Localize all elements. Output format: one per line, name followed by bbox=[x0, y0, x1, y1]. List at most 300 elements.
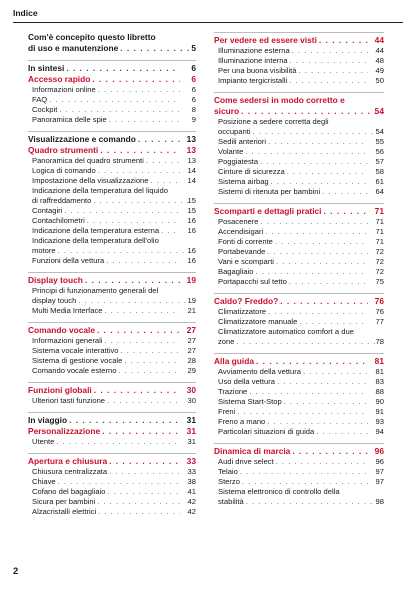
toc-entry[interactable] bbox=[214, 457, 384, 467]
toc-entry-label: Freni bbox=[218, 407, 236, 416]
leader-dots bbox=[106, 256, 180, 266]
toc-entry[interactable] bbox=[214, 443, 384, 457]
leader-dots bbox=[290, 56, 368, 66]
leader-dots bbox=[105, 336, 181, 346]
toc-entry-label-line1: Sistema elettronico di controllo della bbox=[218, 487, 340, 496]
page-header bbox=[13, 0, 403, 23]
leader-dots bbox=[255, 267, 368, 277]
toc-entry[interactable] bbox=[28, 256, 196, 266]
toc-entry-page: 90 bbox=[375, 397, 384, 406]
toc-entry[interactable] bbox=[28, 426, 196, 437]
toc-entry[interactable] bbox=[214, 203, 384, 217]
toc-entry-page: 16 bbox=[187, 256, 196, 265]
leader-dots bbox=[104, 306, 180, 316]
toc-entry-page: 48 bbox=[375, 56, 384, 65]
toc-entry-label: Display touch bbox=[28, 275, 83, 285]
toc-entry-label: Scomparti e dettagli pratici bbox=[214, 206, 322, 216]
toc-entry-label: Contagiri bbox=[32, 206, 63, 215]
leader-dots bbox=[58, 246, 194, 256]
toc-entry[interactable] bbox=[214, 353, 384, 367]
leader-dots bbox=[109, 456, 180, 467]
leader-dots bbox=[292, 46, 368, 56]
toc-entry[interactable] bbox=[214, 237, 384, 247]
leader-dots bbox=[287, 167, 368, 177]
toc-entry-page: 33 bbox=[187, 467, 196, 476]
toc-entry-label-line1: Com'è concepito questo libretto bbox=[28, 32, 156, 42]
leader-dots bbox=[289, 277, 368, 287]
toc-entry-label: Fonti di corrente bbox=[218, 237, 273, 246]
leader-dots bbox=[78, 296, 194, 306]
toc-entry-label: Chiave bbox=[32, 477, 56, 486]
toc-entry-label: Funzioni della vettura bbox=[32, 256, 105, 265]
toc-entry-label: Avviamento della vettura bbox=[218, 367, 302, 376]
leader-dots bbox=[322, 187, 368, 197]
leader-dots bbox=[268, 307, 368, 317]
toc-entry-page: 19 bbox=[186, 275, 196, 285]
page-header-title: Indice bbox=[13, 8, 38, 18]
leader-dots bbox=[161, 226, 180, 236]
toc-column-left bbox=[28, 32, 196, 517]
leader-dots bbox=[242, 477, 368, 487]
leader-dots bbox=[236, 337, 382, 347]
toc-entry-page: 28 bbox=[187, 356, 196, 365]
toc-entry-page: 49 bbox=[375, 66, 384, 75]
toc-entry-page: 21 bbox=[187, 306, 196, 315]
toc-entry-label: Informazioni generali bbox=[32, 336, 103, 345]
leader-dots bbox=[124, 356, 180, 366]
toc-entry-label: FAQ bbox=[32, 95, 48, 104]
leader-dots bbox=[303, 367, 368, 377]
toc-entry-label: Accendisigari bbox=[218, 227, 264, 236]
toc-entry-page: 44 bbox=[375, 46, 384, 55]
toc-entry[interactable] bbox=[214, 117, 384, 137]
toc-entry-page: 6 bbox=[191, 85, 196, 94]
toc-entry[interactable] bbox=[28, 437, 196, 447]
toc-entry-page: 8 bbox=[191, 105, 196, 114]
toc-entry[interactable] bbox=[214, 66, 384, 76]
toc-entry-page: 42 bbox=[187, 507, 196, 516]
leader-dots bbox=[275, 237, 368, 247]
toc-entry[interactable] bbox=[214, 76, 384, 86]
toc-entry[interactable] bbox=[28, 336, 196, 346]
toc-entry-page: 91 bbox=[375, 407, 384, 416]
toc-entry-label: Sterzo bbox=[218, 477, 240, 486]
toc-column-right bbox=[214, 32, 384, 507]
toc-entry-label: Climatizzatore bbox=[218, 307, 267, 316]
toc-entry-page: 76 bbox=[374, 296, 384, 306]
toc-entry[interactable] bbox=[28, 366, 196, 376]
toc-entry-label: Caldo? Freddo? bbox=[214, 296, 279, 306]
toc-entry-label-line1: Come sedersi in modo corretto e bbox=[214, 95, 345, 105]
leader-dots bbox=[267, 247, 368, 257]
toc-entry-label: Portabevande bbox=[218, 247, 266, 256]
toc-entry[interactable] bbox=[28, 226, 196, 236]
toc-entry[interactable] bbox=[28, 477, 196, 487]
toc-entry-page: 94 bbox=[375, 427, 384, 436]
page-number: 2 bbox=[13, 566, 19, 577]
toc-entry[interactable] bbox=[28, 186, 196, 206]
toc-entry-page: 33 bbox=[186, 456, 196, 466]
toc-entry[interactable] bbox=[214, 46, 384, 56]
toc-entry[interactable] bbox=[214, 387, 384, 397]
toc-entry-label-line1: Climatizzatore automatico comfort a due bbox=[218, 327, 354, 336]
leader-dots bbox=[98, 166, 180, 176]
toc-entry-page: 9 bbox=[191, 115, 196, 124]
toc-entry[interactable] bbox=[214, 477, 384, 487]
leader-dots bbox=[85, 275, 180, 286]
leader-dots bbox=[87, 216, 180, 226]
toc-entry-label: Panoramica del quadro strumenti bbox=[32, 156, 144, 165]
leader-dots bbox=[56, 437, 180, 447]
leader-dots bbox=[249, 387, 368, 397]
toc-entry-label-line2: di raffreddamento bbox=[32, 196, 92, 205]
toc-entry-label: Comando vocale esterno bbox=[32, 366, 117, 375]
toc-entry[interactable] bbox=[28, 145, 196, 156]
toc-entry-label: Cofano del bagagliaio bbox=[32, 487, 106, 496]
toc-entry[interactable] bbox=[28, 236, 196, 256]
toc-entry-label: Vani e scomparti bbox=[218, 257, 274, 266]
leader-dots bbox=[98, 507, 180, 517]
toc-entry-page: 98 bbox=[375, 497, 384, 506]
toc-entry-page: 93 bbox=[375, 417, 384, 426]
toc-entry-page: 42 bbox=[187, 497, 196, 506]
toc-entry-page: 83 bbox=[375, 377, 384, 386]
toc-entry-page: 71 bbox=[375, 217, 384, 226]
leader-dots bbox=[245, 147, 368, 157]
leader-dots bbox=[316, 427, 368, 437]
toc-entry-label-line2: stabilità bbox=[218, 497, 244, 506]
toc-entry[interactable] bbox=[28, 176, 196, 186]
toc-entry-page: 78 bbox=[375, 337, 384, 346]
toc-entry-page: 64 bbox=[375, 187, 384, 196]
toc-entry[interactable] bbox=[28, 131, 196, 145]
toc-entry[interactable] bbox=[214, 327, 384, 347]
toc-entry[interactable] bbox=[214, 307, 384, 317]
toc-entry-page: 30 bbox=[186, 385, 196, 395]
leader-dots bbox=[240, 467, 368, 477]
toc-entry-page: 71 bbox=[375, 227, 384, 236]
toc-entry-label: Utente bbox=[32, 437, 55, 446]
toc-entry-page: 6 bbox=[191, 74, 196, 84]
toc-entry[interactable] bbox=[28, 507, 196, 517]
toc-entry-page: 55 bbox=[375, 137, 384, 146]
toc-entry-label: Portapacchi sul tetto bbox=[218, 277, 287, 286]
toc-entry[interactable] bbox=[28, 32, 196, 54]
toc-entry-page: 58 bbox=[375, 167, 384, 176]
toc-entry-label: Climatizzatore manuale bbox=[218, 317, 298, 326]
toc-entry-label: Particolari situazioni di guida bbox=[218, 427, 315, 436]
toc-entry[interactable] bbox=[214, 147, 384, 157]
leader-dots bbox=[261, 217, 368, 227]
toc-entry-page: 5 bbox=[191, 43, 196, 53]
toc-entry[interactable] bbox=[214, 367, 384, 377]
toc-entry-page: 97 bbox=[375, 467, 384, 476]
leader-dots bbox=[118, 366, 180, 376]
toc-entry[interactable] bbox=[214, 177, 384, 187]
leader-dots bbox=[324, 206, 368, 217]
toc-entry-page: 13 bbox=[187, 156, 196, 165]
toc-entry[interactable] bbox=[28, 487, 196, 497]
toc-entry-label: Telaio bbox=[218, 467, 238, 476]
leader-dots bbox=[93, 196, 194, 206]
toc-entry-label: Trazione bbox=[218, 387, 248, 396]
toc-entry-page: 54 bbox=[374, 106, 384, 116]
toc-entry-label: Sistema airbag bbox=[218, 177, 269, 186]
toc-entry[interactable] bbox=[28, 412, 196, 426]
toc-entry[interactable] bbox=[214, 417, 384, 427]
toc-entry-label: Multi Media Interface bbox=[32, 306, 103, 315]
toc-entry-page: 27 bbox=[186, 325, 196, 335]
toc-entry-page: 81 bbox=[375, 367, 384, 376]
toc-entry[interactable] bbox=[214, 32, 384, 46]
toc-entry-label-line2: display touch bbox=[32, 296, 77, 305]
toc-entry[interactable] bbox=[28, 85, 196, 95]
toc-entry-label-line2: motore bbox=[32, 246, 56, 255]
toc-entry-page: 29 bbox=[187, 366, 196, 375]
toc-entry-page: 30 bbox=[187, 396, 196, 405]
leader-dots bbox=[280, 296, 368, 307]
leader-dots bbox=[299, 66, 368, 76]
leader-dots bbox=[151, 176, 180, 186]
toc-entry-label: Sedili anteriori bbox=[218, 137, 267, 146]
leader-dots bbox=[121, 346, 180, 356]
leader-dots bbox=[94, 385, 180, 396]
toc-entry[interactable] bbox=[28, 60, 196, 74]
toc-entry[interactable] bbox=[214, 277, 384, 287]
toc-entry-page: 71 bbox=[374, 206, 384, 216]
toc-entry-label: Illuminazione interna bbox=[218, 56, 288, 65]
leader-dots bbox=[292, 446, 368, 457]
toc-entry[interactable] bbox=[214, 397, 384, 407]
leader-dots bbox=[284, 397, 368, 407]
toc-entry[interactable] bbox=[28, 166, 196, 176]
toc-entry-label: Panoramica delle spie bbox=[32, 115, 107, 124]
toc-entry[interactable] bbox=[28, 467, 196, 477]
toc-entry-label-line1: Indicazione della temperatura del liquido bbox=[32, 186, 168, 195]
toc-entry[interactable] bbox=[28, 156, 196, 166]
leader-dots bbox=[277, 377, 368, 387]
toc-entry-label: Chiusura centralizzata bbox=[32, 467, 108, 476]
toc-entry-page: 27 bbox=[187, 336, 196, 345]
leader-dots bbox=[256, 356, 368, 367]
toc-entry-page: 75 bbox=[375, 277, 384, 286]
toc-entry-label: Uso della vettura bbox=[218, 377, 275, 386]
toc-entry-page: 14 bbox=[187, 176, 196, 185]
toc-entry-label: Accesso rapido bbox=[28, 74, 91, 84]
toc-entry-page: 72 bbox=[375, 247, 384, 256]
toc-entry[interactable] bbox=[214, 407, 384, 417]
toc-entry-label: Alla guida bbox=[214, 356, 255, 366]
toc-entry[interactable] bbox=[214, 227, 384, 237]
toc-entry-page: 13 bbox=[186, 134, 196, 144]
toc-entry-label: Visualizzazione e comando bbox=[28, 134, 136, 144]
toc-entry-label: Illuminazione esterna bbox=[218, 46, 290, 55]
toc-entry-label: Sistema Start-Stop bbox=[218, 397, 282, 406]
toc-entry-page: 57 bbox=[375, 157, 384, 166]
toc-entry-page: 50 bbox=[375, 76, 384, 85]
toc-entry[interactable] bbox=[214, 247, 384, 257]
leader-dots bbox=[97, 325, 180, 336]
toc-entry[interactable] bbox=[214, 487, 384, 507]
toc-entry-page: 38 bbox=[187, 477, 196, 486]
leader-dots bbox=[276, 457, 368, 467]
toc-entry[interactable] bbox=[214, 377, 384, 387]
leader-dots bbox=[49, 95, 180, 105]
toc-entry[interactable] bbox=[214, 427, 384, 437]
toc-entry-label: Quadro strumenti bbox=[28, 145, 99, 155]
toc-entry[interactable] bbox=[214, 56, 384, 66]
toc-entry-label: Contachilometri bbox=[32, 216, 85, 225]
toc-entry-label: Logica di comando bbox=[32, 166, 96, 175]
toc-entry[interactable] bbox=[214, 257, 384, 267]
toc-entry-label: Per una buona visibilità bbox=[218, 66, 297, 75]
toc-entry-page: 6 bbox=[191, 95, 196, 104]
toc-entry-page: 56 bbox=[375, 147, 384, 156]
toc-entry-label-line1: Posizione a sedere corretta degli bbox=[218, 117, 329, 126]
leader-dots bbox=[100, 145, 180, 156]
toc-entry-page: 31 bbox=[186, 415, 196, 425]
toc-entry-label: Audi drive select bbox=[218, 457, 274, 466]
toc-entry[interactable] bbox=[28, 322, 196, 336]
leader-dots bbox=[241, 106, 382, 117]
toc-entry-page: 15 bbox=[187, 206, 196, 215]
toc-entry-page: 31 bbox=[187, 437, 196, 446]
toc-entry[interactable] bbox=[28, 115, 196, 125]
toc-entry-label: Informazioni online bbox=[32, 85, 96, 94]
toc-entry-label: Dinamica di marcia bbox=[214, 446, 291, 456]
toc-entry[interactable] bbox=[28, 286, 196, 306]
toc-entry-label: Cockpit bbox=[32, 105, 58, 114]
toc-entry[interactable] bbox=[28, 382, 196, 396]
toc-entry[interactable] bbox=[214, 317, 384, 327]
leader-dots bbox=[268, 137, 368, 147]
toc-entry-page: 15 bbox=[187, 196, 196, 205]
toc-entry-label: Sicura per bambini bbox=[32, 497, 96, 506]
toc-entry-label: Funzioni globali bbox=[28, 385, 92, 395]
toc-entry-label: Sistemi di ritenuta per bambini bbox=[218, 187, 321, 196]
leader-dots bbox=[66, 63, 180, 74]
toc-entry[interactable] bbox=[28, 216, 196, 226]
toc-entry-label: Per vedere ed essere visti bbox=[214, 35, 317, 45]
toc-entry[interactable] bbox=[28, 356, 196, 366]
toc-entry[interactable] bbox=[28, 396, 196, 406]
toc-entry-page: 31 bbox=[186, 426, 196, 436]
leader-dots bbox=[299, 317, 368, 327]
leader-dots bbox=[59, 105, 180, 115]
toc-entry-page: 27 bbox=[187, 346, 196, 355]
leader-dots bbox=[107, 487, 180, 497]
toc-entry-label: Bagagliaio bbox=[218, 267, 254, 276]
toc-entry-label: Apertura e chiusura bbox=[28, 456, 108, 466]
leader-dots bbox=[107, 396, 180, 406]
leader-dots bbox=[237, 407, 368, 417]
toc-entry-label: Sistema vocale interattivo bbox=[32, 346, 119, 355]
toc-entry[interactable] bbox=[28, 306, 196, 316]
leader-dots bbox=[109, 467, 180, 477]
leader-dots bbox=[102, 426, 180, 437]
toc-entry-label: Sistema di gestione vocale bbox=[32, 356, 123, 365]
leader-dots bbox=[69, 415, 180, 426]
leader-dots bbox=[109, 115, 180, 125]
toc-entry-label: Cinture di sicurezza bbox=[218, 167, 285, 176]
toc-entry-label: Poggiatesta bbox=[218, 157, 259, 166]
toc-entry[interactable] bbox=[214, 137, 384, 147]
toc-entry-page: 97 bbox=[375, 477, 384, 486]
toc-entry-page: 76 bbox=[375, 307, 384, 316]
leader-dots bbox=[138, 134, 180, 145]
toc-entry[interactable] bbox=[214, 187, 384, 197]
toc-entry-page: 13 bbox=[186, 145, 196, 155]
toc-entry-label: Freno a mano bbox=[218, 417, 266, 426]
toc-entry-page: 14 bbox=[187, 166, 196, 175]
leader-dots bbox=[265, 227, 368, 237]
toc-entry[interactable] bbox=[214, 293, 384, 307]
leader-dots bbox=[92, 74, 180, 85]
toc-entry[interactable] bbox=[28, 74, 196, 85]
toc-entry-label: In sintesi bbox=[28, 63, 65, 73]
toc-entry[interactable] bbox=[214, 467, 384, 477]
toc-entry-label: Impianto tergicristalli bbox=[218, 76, 288, 85]
toc-entry[interactable] bbox=[28, 346, 196, 356]
toc-entry-page: 16 bbox=[187, 226, 196, 235]
toc-entry-label: In viaggio bbox=[28, 415, 68, 425]
toc-entry[interactable] bbox=[214, 157, 384, 167]
toc-entry[interactable] bbox=[214, 167, 384, 177]
leader-dots bbox=[267, 417, 368, 427]
toc-entry-page: 81 bbox=[374, 356, 384, 366]
toc-entry-label-line2: occupanti bbox=[218, 127, 251, 136]
leader-dots bbox=[246, 497, 382, 507]
leader-dots bbox=[64, 206, 180, 216]
leader-dots bbox=[276, 257, 368, 267]
leader-dots bbox=[289, 76, 368, 86]
toc-entry-label: Volante bbox=[218, 147, 244, 156]
toc-entry[interactable] bbox=[214, 217, 384, 227]
toc-entry-label: Indicazione della temperatura esterna bbox=[32, 226, 160, 235]
leader-dots bbox=[58, 477, 180, 487]
toc-entry[interactable] bbox=[214, 92, 384, 117]
toc-entry-page: 71 bbox=[375, 237, 384, 246]
toc-entry-page: 96 bbox=[375, 457, 384, 466]
toc-entry-page: 88 bbox=[375, 387, 384, 396]
leader-dots bbox=[253, 127, 382, 137]
toc-entry-label: Impostazione della visualizzazione bbox=[32, 176, 149, 185]
toc-entry[interactable] bbox=[214, 267, 384, 277]
toc-entry-label: Comando vocale bbox=[28, 325, 96, 335]
toc-entry[interactable] bbox=[28, 95, 196, 105]
toc-entry-page: 54 bbox=[375, 127, 384, 136]
leader-dots bbox=[319, 35, 368, 46]
toc-entry-page: 96 bbox=[374, 446, 384, 456]
leader-dots bbox=[260, 157, 368, 167]
toc-entry[interactable] bbox=[28, 453, 196, 467]
toc-entry[interactable] bbox=[28, 497, 196, 507]
toc-entry[interactable] bbox=[28, 105, 196, 115]
leader-dots bbox=[97, 497, 180, 507]
leader-dots bbox=[271, 177, 368, 187]
toc-entry-label: Posacenere bbox=[218, 217, 259, 226]
toc-entry-page: 16 bbox=[187, 216, 196, 225]
leader-dots bbox=[98, 85, 180, 95]
toc-entry[interactable] bbox=[28, 272, 196, 286]
leader-dots bbox=[146, 156, 180, 166]
toc-entry-page: 44 bbox=[374, 35, 384, 45]
toc-entry-page: 77 bbox=[375, 317, 384, 326]
toc-entry[interactable] bbox=[28, 206, 196, 216]
toc-entry-page: 6 bbox=[191, 63, 196, 73]
toc-entry-label-line1: Principi di funzionamento generali del bbox=[32, 286, 159, 295]
toc-entry-page: 41 bbox=[187, 487, 196, 496]
